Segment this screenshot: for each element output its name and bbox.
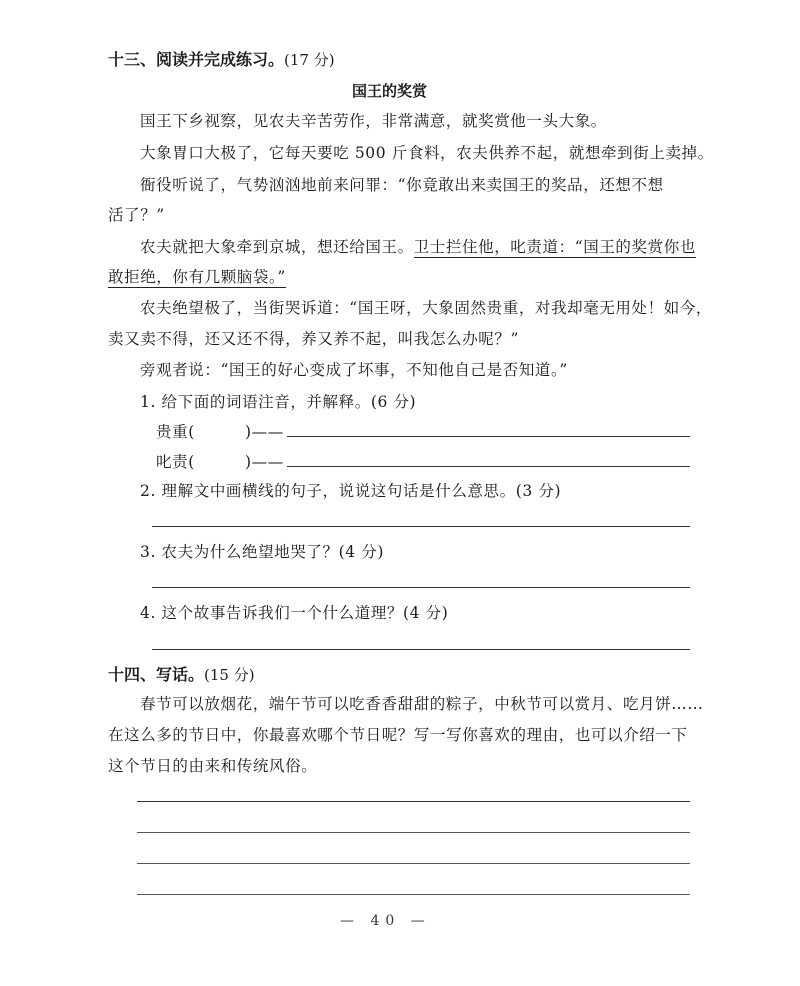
question-3: 3. 农夫为什么绝望地哭了？(4 分)	[140, 543, 384, 561]
writing-line[interactable]	[137, 863, 690, 864]
question-2: 2. 理解文中画横线的句子，说说这句话是什么意思。(3 分)	[140, 482, 562, 500]
section-14-score: (15 分)	[204, 666, 255, 684]
writing-line[interactable]	[137, 894, 690, 895]
section-13-title: 十三、阅读并完成练习。	[108, 50, 285, 69]
story-paragraph-4-line-2	[108, 266, 286, 288]
underlined-sentence-part-2: 敢拒绝，你有几颗脑袋。”	[108, 268, 286, 286]
story-paragraph-5-line-1: 农夫绝望极了，当街哭诉道：“国王呀，大象固然贵重，对我却毫无用处！如今，	[140, 299, 713, 317]
q1-word-2-close: )——	[245, 453, 284, 471]
question-4: 4. 这个故事告诉我们一个什么道理？(4 分)	[140, 604, 449, 622]
writing-prompt-line-2: 在这么多的节日中，你最喜欢哪个节日呢？写一写你喜欢的理由，也可以介绍一下	[108, 726, 688, 744]
story-title: 国王的奖赏	[352, 82, 428, 100]
q1-word-1-close: )——	[245, 423, 284, 441]
q1-word-2: 叱责(	[156, 453, 195, 471]
q1-word-1: 贵重(	[156, 423, 195, 441]
story-paragraph-1: 国王下乡视察，见农夫辛苦劳作，非常满意，就奖赏他一头大象。	[140, 112, 607, 130]
story-paragraph-5-line-2: 卖又卖不得，还又还不得，养又养不起，叫我怎么办呢？”	[108, 330, 520, 348]
section-14-title: 十四、写话。	[108, 665, 205, 684]
section-13-heading	[108, 47, 335, 70]
story-paragraph-3-line-1: 衙役听说了，气势汹汹地前来问罪：“你竟敢出来卖国王的奖品，还想不想	[140, 176, 664, 194]
question-1: 1. 给下面的词语注音，并解释。(6 分)	[140, 393, 417, 411]
writing-line[interactable]	[137, 832, 690, 833]
q3-answer-line[interactable]	[152, 587, 690, 588]
q1-word-1-answer-line[interactable]	[287, 436, 690, 437]
q1-word-2-answer-line[interactable]	[287, 466, 690, 467]
underlined-sentence-part-1: 卫士拦住他，叱责道：“国王的奖赏你也	[413, 238, 696, 256]
writing-line[interactable]	[137, 801, 690, 802]
q4-answer-line[interactable]	[152, 649, 690, 650]
story-paragraph-2: 大象胃口大极了，它每天要吃 500 斤食料，农夫供养不起，就想牵到街上卖掉。	[140, 144, 714, 162]
story-paragraph-6: 旁观者说：“国王的好心变成了坏事，不知他自己是否知道。”	[140, 361, 568, 379]
story-paragraph-4-line-1	[140, 236, 696, 258]
page-number: — 40 —	[340, 913, 431, 929]
story-paragraph-4-text: 农夫就把大象牵到京城，想还给国王。	[140, 238, 414, 256]
writing-prompt-line-1: 春节可以放烟花，端午节可以吃香香甜甜的粽子，中秋节可以赏月、吃月饼……	[140, 695, 704, 713]
section-13-score: (17 分)	[284, 51, 335, 69]
q2-answer-line[interactable]	[152, 526, 690, 527]
section-14-heading	[108, 662, 255, 685]
story-paragraph-3-line-2: 活了？”	[108, 206, 165, 224]
writing-prompt-line-3: 这个节日的由来和传统风俗。	[108, 757, 318, 775]
